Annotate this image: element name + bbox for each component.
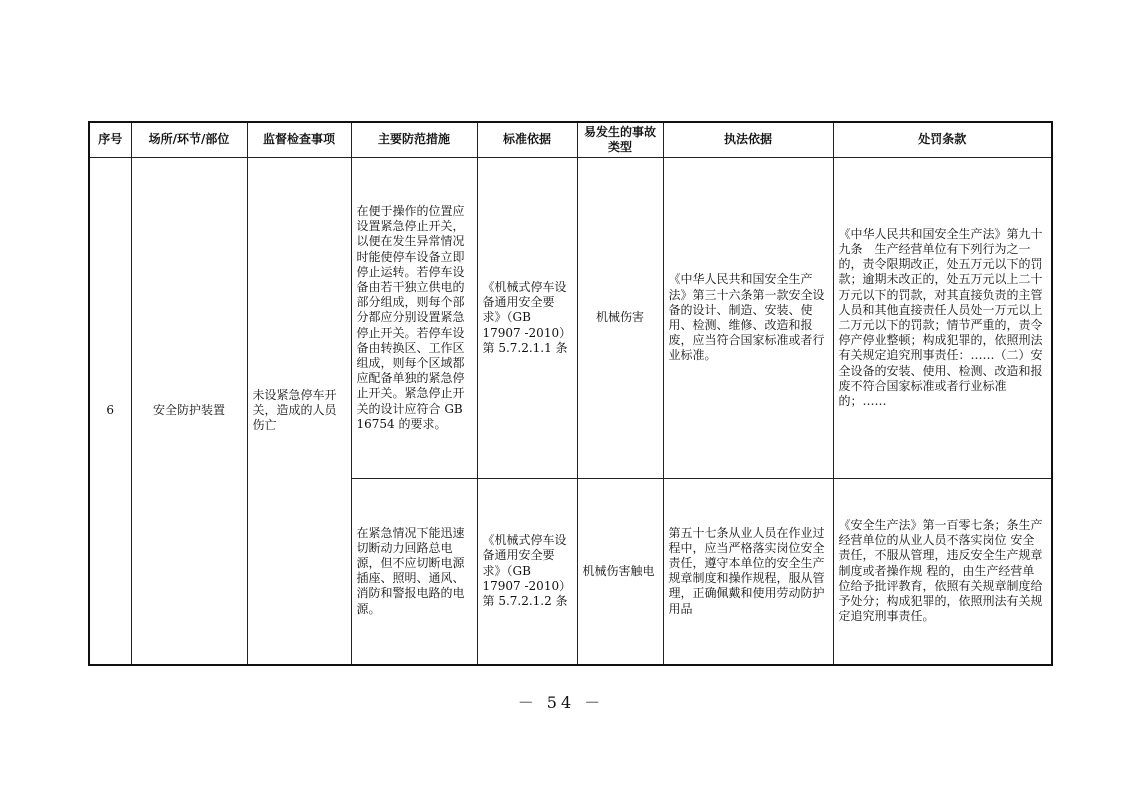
penalty-cell: 《中华人民共和国安全生产法》第九十九条 生产经营单位有下列行为之一的，责令限期改正，处五万元以下的罚款；逾期未改正的，处五万元以上二十万元以下的罚款，对其直接负责的主管人员和其他直接责任人员处一万元以上二万元以下的罚款；情节严重的，责令停产停业整顿；构成犯罪的，依照刑法有关规定追究刑事责任：……（二）安全设备的安装、使用、检测、改造和报废不符合国家标准或者行业标准的；…… — [833, 158, 1052, 479]
regulation-table — [88, 121, 1053, 666]
header-item: 监督检查事项 — [247, 122, 351, 158]
page-number: － 54 － — [517, 693, 605, 712]
location-cell: 安全防护装置 — [131, 158, 247, 665]
accident-cell: 机械伤害触电 — [577, 479, 663, 665]
measure-cell: 在便于操作的位置应设置紧急停止开关，以便在发生异常情况时能使停车设备立即停止运转。若停车设备由若干独立供电的部分组成，则每个部分都应分别设置紧急停止开关。若停车设备由转换区、工作区组成，则每个区域都应配备单独的紧急停止开关。紧急停止开关的设计应符合 GB 16754 的要求。 — [351, 158, 477, 479]
law-cell: 《中华人民共和国安全生产法》第三十六条第一款安全设备的设计、制造、安装、使用、检测、维修、改造和报废，应当符合国家标准或者行业标准。 — [663, 158, 833, 479]
accident-cell: 机械伤害 — [577, 158, 663, 479]
header-law: 执法依据 — [663, 122, 833, 158]
standard-cell: 《机械式停车设备通用安全要求》（GB 17907 -2010）第 5.7.2.1.2 条 — [477, 479, 577, 665]
standard-cell: 《机械式停车设备通用安全要求》（GB 17907 -2010）第 5.7.2.1.1 条 — [477, 158, 577, 479]
header-accident: 易发生的事故类型 — [577, 122, 663, 158]
header-penalty: 处罚条款 — [833, 122, 1052, 158]
row-number: 6 — [89, 158, 131, 665]
measure-cell: 在紧急情况下能迅速切断动力回路总电源，但不应切断电源插座、照明、通风、消防和警报电路的电源。 — [351, 479, 477, 665]
table-row — [89, 158, 1052, 479]
header-row — [89, 122, 1052, 158]
penalty-cell: 《安全生产法》第一百零七条；条生产经营单位的从业人员不落实岗位 安全责任，不服从管理，违反安全生产规章制度或者操作规 程的，由生产经营单位给予批评教育，依照有关规章制度给 予处分；构成犯罪的，依照刑法有关规定追究刑事责任。 — [833, 479, 1052, 665]
header-measure: 主要防范措施 — [351, 122, 477, 158]
header-no: 序号 — [89, 122, 131, 158]
item-cell: 未设紧急停车开关，造成的人员伤亡 — [247, 158, 351, 665]
law-cell: 第五十七条从业人员在作业过程中，应当严格落实岗位安全责任，遵守本单位的安全生产规章制度和操作规程，服从管理，正确佩戴和使用劳动防护用品 — [663, 479, 833, 665]
header-location: 场所/环节/部位 — [131, 122, 247, 158]
header-standard: 标准依据 — [477, 122, 577, 158]
